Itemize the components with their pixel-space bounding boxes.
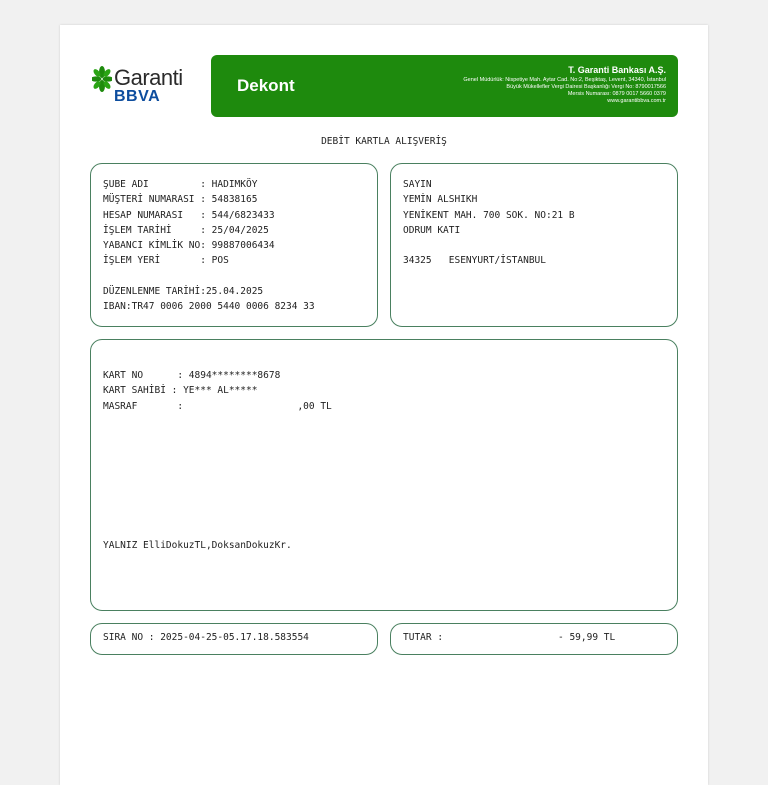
amount-in-words: YALNIZ ElliDokuzTL,DoksanDokuzKr. <box>103 540 292 551</box>
bank-tax-line: Büyük Mükellefler Vergi Dairesi Başkanlığı Vergi No: 8790017566 <box>506 84 666 90</box>
recipient-city-line: 34325 ESENYURT/İSTANBUL <box>403 255 546 267</box>
salutation-line: SAYIN <box>403 179 432 190</box>
clover-icon <box>92 66 112 94</box>
transaction-date-line: İŞLEM TARİHİ : 25/04/2025 <box>103 224 269 236</box>
page-title: Dekont <box>237 76 295 95</box>
foreign-id-line: YABANCI KİMLİK NO: 99887006434 <box>103 240 275 252</box>
transaction-place-line: İŞLEM YERİ : POS <box>103 255 229 267</box>
bank-mersis-line: Mersis Numarası: 0879 0017 5660 0379 <box>567 91 666 97</box>
total-label: TUTAR : <box>403 632 444 643</box>
blank-line <box>103 269 315 284</box>
account-number-line: HESAP NUMARASI : 544/6823433 <box>103 209 275 221</box>
card-holder-line: KART SAHİBİ : YE*** AL***** <box>103 385 258 397</box>
logo-bbva-text: BBVA <box>114 88 161 105</box>
recipient-street-line: YENİKENT MAH. 700 SOK. NO:21 B <box>403 209 575 221</box>
garanti-bbva-logo <box>92 64 192 108</box>
recipient-name-line: YEMİN ALSHIKH <box>403 194 478 206</box>
blank-line <box>403 238 575 253</box>
branch-line: ŞUBE ADI : HADIMKÖY <box>103 179 258 190</box>
bank-name: T. Garanti Bankası A.Ş. <box>568 65 666 75</box>
bank-address-line: Genel Müdürlük: Nispetiye Mah. Aytar Cad. No:2, Beşiktaş, Levent, 34340, İstanbul <box>463 77 666 83</box>
logo-garanti-text: Garanti <box>114 65 183 90</box>
total-amount: - 59,99 TL <box>558 632 616 643</box>
sequence-number: SIRA NO : 2025-04-25-05.17.18.583554 <box>103 632 309 643</box>
card-details-text <box>103 368 332 414</box>
header-banner <box>211 55 678 117</box>
fee-line: MASRAF : ,00 TL <box>103 400 332 412</box>
recipient-text <box>403 177 575 269</box>
document-title: DEBİT KARTLA ALIŞVERİŞ <box>321 136 447 147</box>
customer-number-line: MÜŞTERİ NUMARASI : 54838165 <box>103 194 258 206</box>
issue-date-line: DÜZENLENME TARİHİ:25.04.2025 <box>103 286 264 298</box>
account-info-text <box>103 177 315 315</box>
recipient-floor-line: ODRUM KATI <box>403 224 461 236</box>
card-number-line: KART NO : 4894********8678 <box>103 370 281 381</box>
bank-website: www.garantibbva.com.tr <box>607 98 666 104</box>
iban-line: IBAN:TR47 0006 2000 5440 0006 8234 33 <box>103 301 315 313</box>
